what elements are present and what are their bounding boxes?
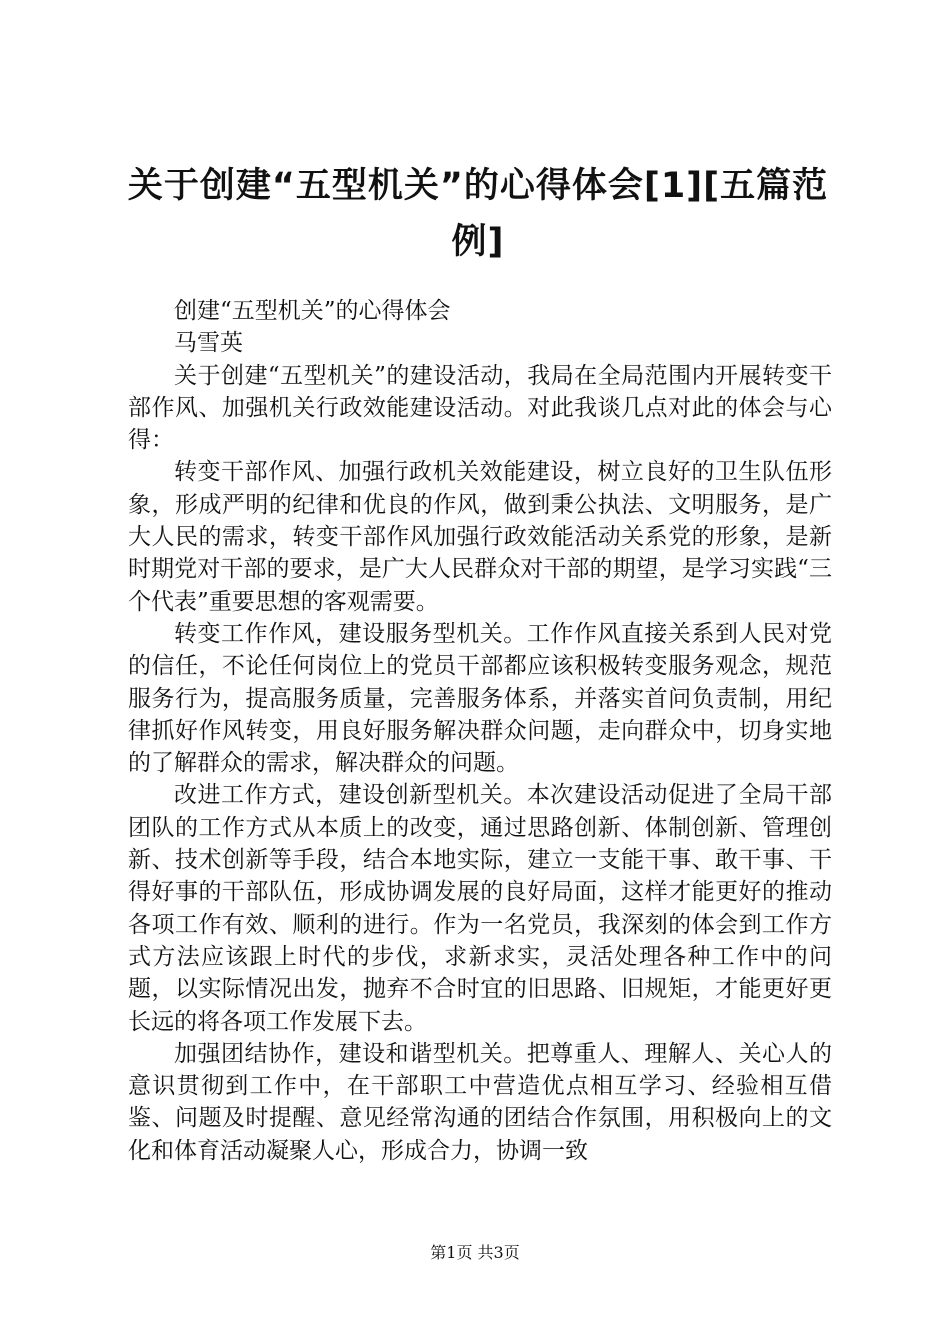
body-paragraph: 转变工作作风，建设服务型机关。工作作风直接关系到人民对党的信任，不论任何岗位上的党员干部都应该积极转变服务观念，规范服务行为，提高服务质量，完善服务体系，并落实首问负责制，用纪律抓好作风转变，用良好服务解决群众问题，走向群众中，切身实地的了解群众的需求，解决群众的问题。 xyxy=(128,620,832,777)
document-body xyxy=(128,295,832,1167)
body-paragraph: 转变干部作风、加强行政机关效能建设，树立良好的卫生队伍形象，形成严明的纪律和优良的作风，做到秉公执法、文明服务，是广大人民的需求，转变干部作风加强行政效能活动关系党的形象，是新时期党对干部的要求，是广大人民群众对干部的期望，是学习实践“三个代表”重要思想的客观需要。 xyxy=(128,459,832,615)
document-author: 马雪英 xyxy=(174,330,243,357)
page-footer: 第1页 共3页 xyxy=(430,1243,520,1262)
document-subtitle: 创建“五型机关”的心得体会 xyxy=(174,298,451,324)
body-paragraph: 加强团结协作，建设和谐型机关。把尊重人、理解人、关心人的意识贯彻到工作中，在干部职工中营造优点相互学习、经验相互借鉴、问题及时提醒、意见经常沟通的团结合作氛围，用积极向上的文化和体育活动凝聚人心，形成合力，协调一致 xyxy=(128,1040,832,1164)
body-paragraph: 关于创建“五型机关”的建设活动，我局在全局范围内开展转变干部作风、加强机关行政效能建设活动。对此我谈几点对此的体会与心得： xyxy=(128,362,832,454)
body-paragraph: 改进工作方式，建设创新型机关。本次建设活动促进了全局干部团队的工作方式从本质上的改变，通过思路创新、体制创新、管理创新、技术创新等手段，结合本地实际，建立一支能干事、敢干事、干得好事的干部队伍，形成协调发展的良好局面，这样才能更好的推动各项工作有效、顺利的进行。作为一名党员，我深刻的体会到工作方式方法应该跟上时代的步伐，求新求实，灵活处理各种工作中的问题，以实际情况出发，抛弃不合时宜的旧思路、旧规矩，才能更好更长远的将各项工作发展下去。 xyxy=(128,782,832,1035)
document-title: 关于创建“五型机关”的心得体会[1][五篇范例] xyxy=(127,166,829,262)
